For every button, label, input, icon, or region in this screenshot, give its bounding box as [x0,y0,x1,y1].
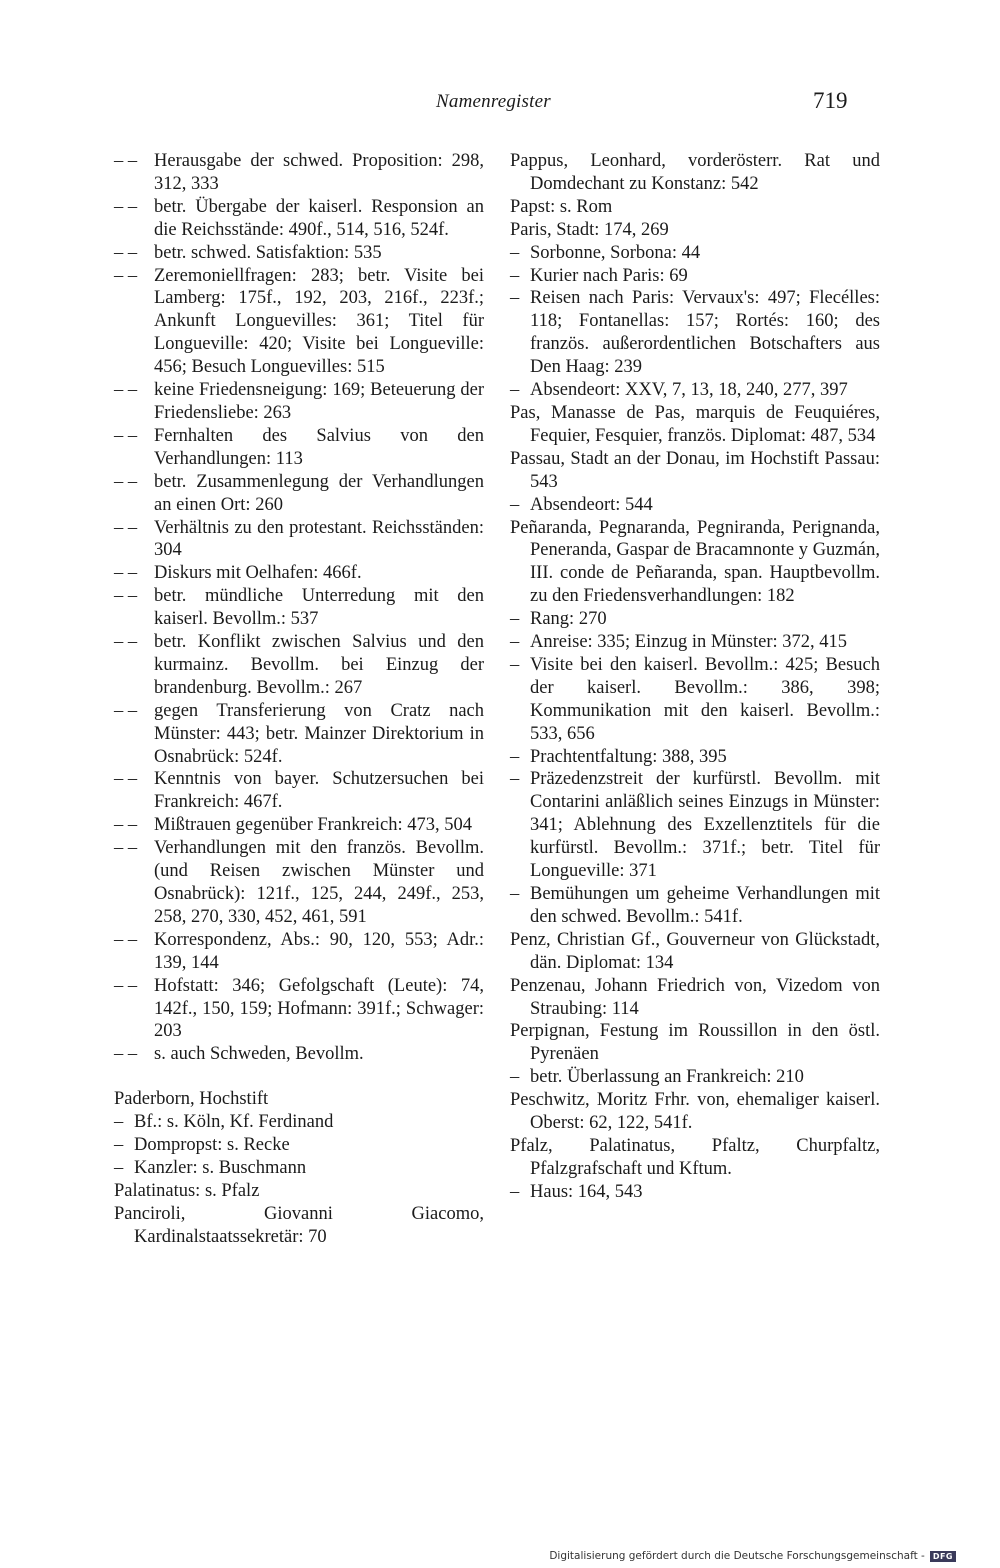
entry-text: Kanzler: s. Buschmann [134,1157,307,1178]
entry-text: betr. Übergabe der kaiserl. Responsion an die Reichsstände: 490f., 514, 516, 524f. [154,196,484,240]
index-entry [510,265,880,288]
entry-dash: – [510,769,524,790]
entry-dash: – [510,884,524,904]
index-entry [114,700,484,769]
index-entry [510,242,880,265]
entry-text: Penz, Christian Gf., Gouverneur von Glückstadt, dän. Diplomat: 134 [510,929,880,973]
index-entry [510,196,880,219]
entry-text: Paris, Stadt: 174, 269 [510,219,669,240]
entry-text: betr. schwed. Satisfaktion: 535 [154,242,382,263]
index-entry [510,517,880,609]
entry-text: Kenntnis von bayer. Schutzersuchen bei Frankreich: 467f. [154,769,484,813]
index-entry [114,837,484,929]
footer [549,1550,956,1562]
entry-dash: – [510,288,524,309]
index-entry [510,631,880,654]
entry-text: Prachtentfaltung: 388, 395 [530,746,727,767]
entry-text: Haus: 164, 543 [530,1181,643,1202]
index-column-right [510,150,880,1204]
entry-text: betr. Zusammenlegung der Verhandlungen an einen Ort: 260 [154,471,484,515]
entry-dash: – – [114,563,142,584]
index-entry [114,585,484,631]
index-entry [510,494,880,517]
entry-dash: – [114,1157,128,1178]
entry-dash: – – [114,975,142,996]
index-entry [114,150,484,196]
entry-dash: – – [114,242,142,263]
entry-text: Sorbonne, Sorbona: 44 [530,242,701,263]
index-entry [510,608,880,631]
entry-text: Pfalz, Palatinatus, Pfaltz, Churpfaltz, Pfalzgrafschaft und Kftum. [510,1135,880,1179]
entry-text: Herausgabe der schwed. Proposition: 298, 312, 333 [154,151,484,194]
entry-text: Hofstatt: 346; Gefolgschaft (Leute): 74, 142f., 150, 159; Hofmann: 391f.; Schwager: 203 [154,975,484,1042]
index-entry [114,196,484,242]
entry-text: Peschwitz, Moritz Frhr. von, ehemaliger kaiserl. Oberst: 62, 122, 541f. [510,1090,880,1134]
entry-text: Pas, Manasse de Pas, marquis de Feuquiéres, Fequier, Fesquier, französ. Diplomat: 487, 534 [510,402,880,446]
index-entry [114,1111,484,1134]
entry-text: Verhandlungen mit den französ. Bevollm. (und Reisen zwischen Münster und Osnabrück): 121f., 125, 244, 249f., 253, 258, 270, 330, 452, 461, 591 [154,838,484,927]
dfg-logo: DFG [930,1551,956,1562]
entry-text: betr. Überlassung an Frankreich: 210 [530,1067,804,1088]
entry-dash: – [510,632,524,653]
entry-text: s. auch Schweden, Bevollm. [154,1044,364,1065]
index-entry [510,975,880,1021]
entry-text: Perpignan, Festung im Roussillon in den östl. Pyrenäen [510,1021,880,1065]
index-entry [510,1135,880,1181]
entry-dash: – [510,242,524,263]
entry-dash: – [510,1067,524,1088]
entry-dash: – – [114,196,142,217]
entry-text: Papst: s. Rom [510,196,613,217]
entry-text: betr. mündliche Unterredung mit den kaiserl. Bevollm.: 537 [154,586,484,630]
index-entry [510,448,880,494]
index-column-left [114,150,484,1249]
index-entry [510,219,880,242]
entry-text: Peñaranda, Pegnaranda, Pegniranda, Perignanda, Peneranda, Gaspar de Bracamnonte y Guzmán, III. conde de Peñaranda, span. Hauptbevollm. zu den Friedensverhandlungen: 182 [510,517,880,607]
index-entry [114,975,484,1044]
entry-text: Diskurs mit Oelhafen: 466f. [154,563,362,584]
entry-text: Absendeort: XXV, 7, 13, 18, 240, 277, 397 [530,380,848,401]
entry-dash: – – [114,769,142,790]
index-entry [510,654,880,746]
entry-text: Passau, Stadt an der Donau, im Hochstift Passau: 543 [510,448,880,492]
entry-text: keine Friedensneigung: 169; Beteuerung der Friedensliebe: 263 [154,380,484,423]
index-entry [510,150,880,196]
entry-dash: – [510,746,524,767]
entry-text: Kurier nach Paris: 69 [530,265,688,286]
index-entry [114,471,484,517]
entry-text: Mißtrauen gegenüber Frankreich: 473, 504 [154,815,473,836]
entry-dash: – – [114,380,142,401]
entry-text: Präzedenzstreit der kurfürstl. Bevollm. mit Contarini anläßlich seines Einzugs in Münster: 341; Ablehnung des Exzellenztitels für die kurfürstl. Bevollm.: 371f.; betr. Titel für Longueville: 371 [530,769,880,882]
entry-text: betr. Konflikt zwischen Salvius und den kurmainz. Bevollm. bei Einzug der brandenburg. Bevollm.: 267 [154,632,484,698]
entry-text: Verhältnis zu den protestant. Reichsständen: 304 [154,517,484,561]
index-entry [114,517,484,563]
entry-text: Palatinatus: s. Pfalz [114,1180,260,1201]
index-entry [114,631,484,700]
index-entry [114,425,484,471]
index-entry [114,1203,484,1249]
index-entry [510,1181,880,1204]
entry-gap [114,1066,484,1088]
entry-dash: – – [114,815,142,836]
index-entry [114,1157,484,1180]
index-entry [510,402,880,448]
entry-dash: – – [114,700,142,721]
entry-text: Bf.: s. Köln, Kf. Ferdinand [134,1112,334,1133]
index-entry [510,287,880,379]
page-number: 719 [813,88,848,113]
index-entry [510,929,880,975]
entry-text: Absendeort: 544 [530,494,653,515]
entry-dash: – – [114,471,142,492]
entry-dash: – – [114,517,142,538]
entry-dash: – [510,609,524,630]
index-entry [114,1180,484,1203]
entry-dash: – [114,1135,128,1156]
entry-dash: – – [114,838,142,859]
index-entry [114,1043,484,1066]
index-entry [114,814,484,837]
entry-text: Paderborn, Hochstift [114,1089,269,1110]
entry-text: Bemühungen um geheime Verhandlungen mit den schwed. Bevollm.: 541f. [530,884,880,927]
entry-text: Zeremoniellfragen: 283; betr. Visite bei Lamberg: 175f., 192, 203, 216f., 223f.; Ankunft Longuevilles: 361; Titel für Longueville: 420; Visite bei Longueville: 456; Besuch Longuevilles: 515 [154,265,484,378]
entry-dash: – [510,380,524,401]
footer-credit: Digitalisierung gefördert durch die Deutsche Forschungsgemeinschaft - [549,1550,925,1562]
running-header: Namenregister [436,91,551,112]
index-entry [510,768,880,883]
entry-dash: – – [114,151,142,171]
index-entry [510,746,880,769]
entry-dash: – – [114,265,142,286]
entry-text: gegen Transferierung von Cratz nach Münster: 443; betr. Mainzer Direktorium in Osnabrück: 524f. [154,700,484,767]
entry-dash: – [510,1181,524,1202]
entry-dash: – – [114,425,142,446]
index-entry [114,562,484,585]
entry-dash: – [510,494,524,515]
index-entry [510,1089,880,1135]
index-entry [114,768,484,814]
entry-dash: – – [114,586,142,607]
entry-text: Fernhalten des Salvius von den Verhandlungen: 113 [154,425,484,469]
entry-text: Reisen nach Paris: Vervaux's: 497; Flecélles: 118; Fontanellas: 157; Rortés: 160; des französ. außerordentlichen Botschafters aus Den Haag: 239 [530,288,880,378]
entry-text: Dompropst: s. Recke [134,1135,290,1156]
index-entry [114,1088,484,1111]
entry-text: Pappus, Leonhard, vorderösterr. Rat und Domdechant zu Konstanz: 542 [510,151,880,194]
index-entry [510,1020,880,1066]
index-entry [114,242,484,265]
index-entry [114,265,484,380]
index-entry [510,379,880,402]
entry-text: Panciroli, Giovanni Giacomo, Kardinalstaatssekretär: 70 [114,1203,484,1247]
index-entry [510,883,880,929]
entry-text: Anreise: 335; Einzug in Münster: 372, 415 [530,632,848,653]
entry-text: Korrespondenz, Abs.: 90, 120, 553; Adr.: 139, 144 [154,929,484,973]
entry-dash: – [114,1112,128,1133]
entry-text: Penzenau, Johann Friedrich von, Vizedom von Straubing: 114 [510,975,880,1019]
entry-dash: – – [114,929,142,950]
index-entry [114,379,484,425]
index-entry [114,1134,484,1157]
entry-text: Rang: 270 [530,609,607,630]
entry-text: Visite bei den kaiserl. Bevollm.: 425; Besuch der kaiserl. Bevollm.: 386, 398; Kommunikation mit den kaiserl. Bevollm.: 533, 656 [530,654,880,744]
index-entry [114,929,484,975]
entry-dash: – – [114,632,142,653]
entry-dash: – – [114,1044,142,1065]
entry-dash: – [510,654,524,675]
entry-dash: – [510,265,524,286]
index-entry [510,1066,880,1089]
